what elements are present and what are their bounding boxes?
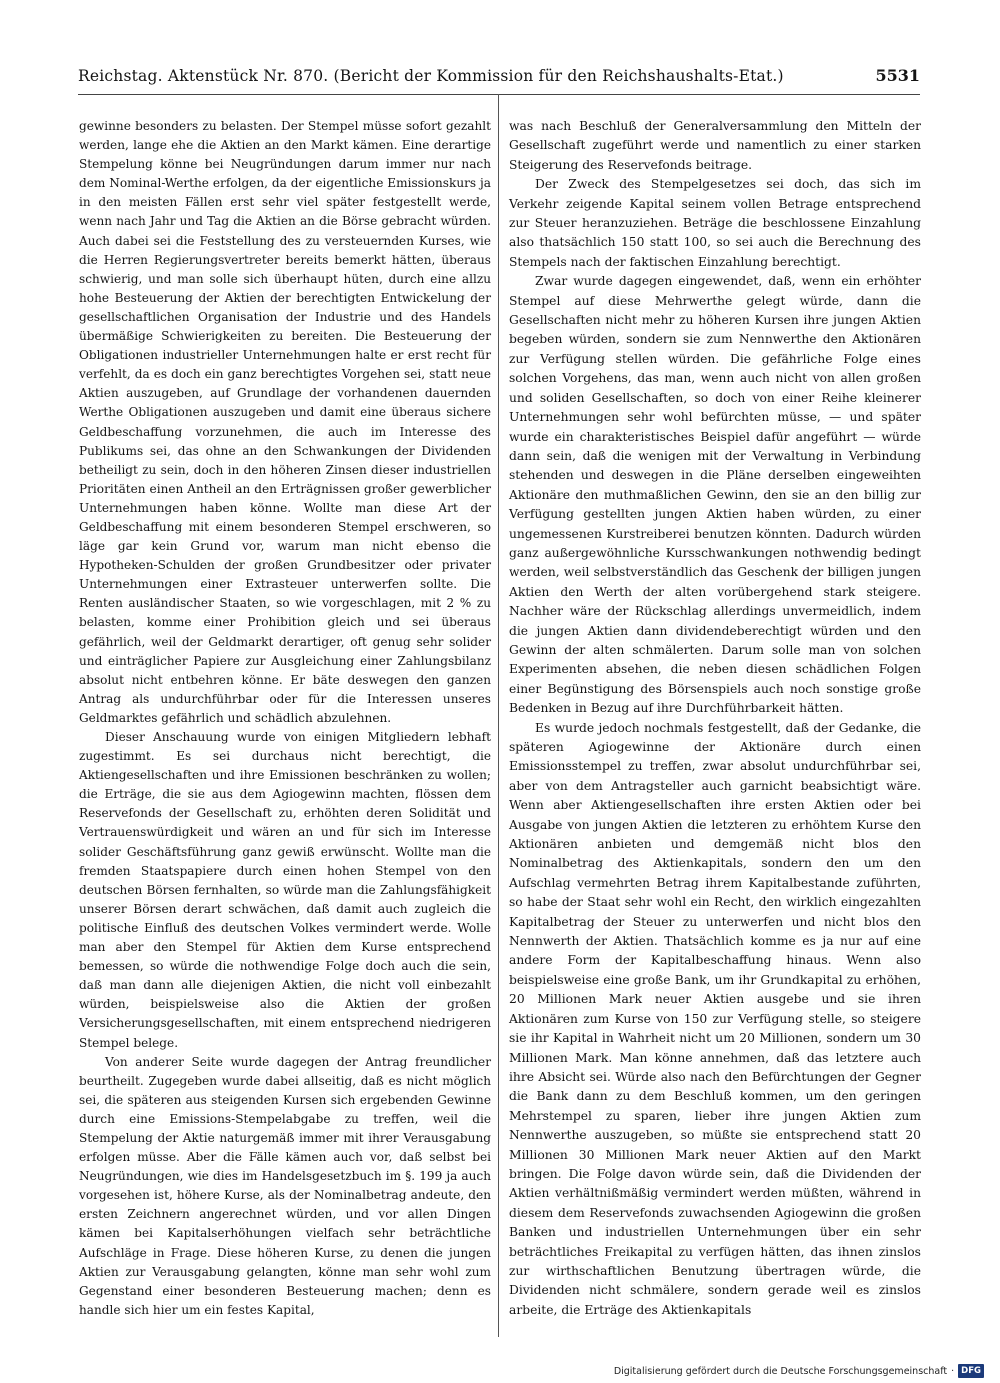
digitization-footer xyxy=(614,1363,984,1379)
page-number: 5531 xyxy=(875,66,920,85)
column-divider xyxy=(498,94,499,1337)
paragraph: Von anderer Seite wurde dagegen der Antrag freundlicher beurtheilt. Zugegeben wurde dabei allseitig, daß es nicht möglich sei, die späteren aus steigenden Kursen sich ergebenden Gewinne durch eine Emissions-Stempelabgabe zu treffen, weil die Stempelung der Aktie naturgemäß immer mit ihrer Verausgabung erfolgen müsse. Aber die Fälle kämen auch vor, daß selbst bei Neugründungen, wie dies im Handelsgesetzbuch im §. 199 ja auch vorgesehen ist, höhere Kurse, als der Nominalbetrag andeute, den ersten Zeichnern angerechnet würden, und vor allen Dingen kämen bei Kapitalserhöhungen vielfach sehr beträchtliche Aufschläge in Frage. Diese höheren Kurse, zu denen die jungen Aktien zur Verausgabung gelangten, könne man sehr wohl zum Gegenstand einer besonderen Besteuerung machen; denn es handle sich hier um ein festes Kapital, xyxy=(79,1054,491,1317)
right-column xyxy=(509,117,921,1320)
paragraph: was nach Beschluß der Generalversammlung den Mitteln der Gesellschaft zugeführt werde und namentlich zu einer starken Steigerung des Reservefonds beitrage. xyxy=(509,119,921,172)
page-header xyxy=(78,62,920,90)
paragraph: Dieser Anschauung wurde von einigen Mitgliedern lebhaft zugestimmt. Es sei durchaus nicht berechtigt, die Aktiengesellschaften und ihre Emissionen beschränken zu wollen; die Erträge, die sie aus dem Agiogewinn machten, flössen dem Reservefonds der Gesellschaft zu, erhöhten deren Solidität und Vertrauenswürdigkeit und wären an und für sich im Interesse solider Geschäftsführung ganz gewiß erwünscht. Wollte man die fremden Staatspapiere durch einen hohen Stempel von den deutschen Börsen fernhalten, so würde man die Zahlungsfähigkeit unserer Börsen derart schwächen, daß damit auch zugleich die politische Einfluß des deutschen Volkes vermindert werde. Wolle man aber den Stempel für Aktien dem Kurse entsprechend bemessen, so würde die nothwendige Folge doch auch die sein, daß man dann alle diejenigen Aktien, die nicht voll einbezahlt würden, beispielsweise also die Aktien der großen Versicherungsgesellschaften, mit einem entsprechend niedrigeren Stempel belege. xyxy=(79,730,491,1050)
paragraph: Es wurde jedoch nochmals festgestellt, daß der Gedanke, die späteren Agiogewinne der Aktionäre durch einen Emissionsstempel zu treffen, zwar absolut undurchführbar sei, aber von dem Antragsteller auch garnicht beabsichtigt wäre. Wenn aber Aktiengesellschaften ihre ersten Aktien oder bei Ausgabe von jungen Aktien die letzteren zu erhöhtem Kurse den Aktionären anbieten und demgemäß nicht blos den Nominalbetrag des Aktienkapitals, sondern den um den Aufschlag vermehrten Betrag ihrem Kapitalbestande zuführten, so habe der Staat sehr wohl ein Recht, den wirklich eingezahlten Kapitalbetrag der Steuer zu unterwerfen und nicht blos den Nennwerth der Aktien. Thatsächlich komme es ja nur auf eine andere Form der Kapitalbeschaffung hinaus. Wenn also beispielsweise eine große Bank, um ihr Grundkapital zu erhöhen, 20 Millionen Mark neuer Aktien ausgebe und sie ihren Aktionären zum Kurse von 150 zur Verfügung stelle, so steigere sie ihr Kapital in Wahrheit nicht um 20 Millionen, sondern um 30 Millionen Mark. Man könne annehmen, daß das letztere auch ihre Absicht sei. Würde also nach den Befürchtungen der Gegner die Bank dann zu dem Beschluß kommen, um den geringen Mehrstempel zu sparen, lieber ihre jungen Aktien zum Nennwerthe auszugeben, so müßte sie entsprechend statt 20 Millionen 30 Millionen Mark neuer Aktien auf den Markt bringen. Die Folge davon würde sein, daß die Dividenden der Aktien verhältnißmäßig vermindert werden müßten, während in diesem dem Reservefonds zuwachsenden Agiogewinn die großen Banken und industriellen Unternehmungen über ein sehr beträchtliches Freikapital zu verfügen hätten, das ihnen zinslos zur wirthschaftlichen Benutzung übertragen würde, die Dividenden nicht schmälere, sondern gerade weil es zinslos arbeite, die Erträge des Aktienkapitals xyxy=(509,720,921,1317)
header-rule xyxy=(78,94,920,95)
paragraph: Zwar wurde dagegen eingewendet, daß, wenn ein erhöhter Stempel auf diese Mehrwerthe gelegt würde, dann die Gesellschaften nicht mehr zu höheren Kursen ihre jungen Aktien begeben würden, sondern sie zum Nennwerthe den Aktionären zur Verfügung stellen würden. Die gefährliche Folge eines solchen Vorgehens, das man, wenn auch nicht von allen großen und soliden Gesellschaften, so doch von einer Reihe kleinerer Unternehmungen sehr wohl befürchten müsse, — und später wurde ein charakteristisches Beispiel dafür angeführt — würde dann sein, daß die wenigen mit der Verwaltung in Verbindung stehenden und deswegen in die Pläne derselben eingeweihten Aktionäre den muthmaßlichen Gewinn, den sie an den billig zur Verfügung gestellten jungen Aktien haben würden, zu einer ungemessenen Kurstreiberei benutzen könnten. Dadurch würden ganz außergewöhnliche Kursschwankungen nothwendig bedingt werden, weil selbstverständlich das Geschenk der billigen jungen Aktien den Werth der alten vorübergehend stark steigere. Nachher wäre der Rückschlag allerdings unvermeidlich, indem die jungen Aktien dann dividendeberechtigt würden und den Gewinn der alten schmälerten. Darum solle man von solchen Experimenten absehen, die neben diesen schädlichen Folgen einer Begünstigung des Börsenspiels auch noch sonstige große Bedenken in Bezug auf ihre Durchführbarkeit hätten. xyxy=(509,274,921,716)
paragraph: gewinne besonders zu belasten. Der Stempel müsse sofort gezahlt werden, lange ehe die Aktien an den Markt kämen. Eine derartige Stempelung könne bei Neugründungen darum immer nur nach dem Nominal-Werthe erfolgen, da der eigentliche Emissionskurs ja in den meisten Fällen erst sehr viel später festgestellt werde, wenn nach Jahr und Tag die Aktien an die Börse gebracht würden. Auch dabei sei die Feststellung des zu versteuernden Kurses, wie die Herren Regierungsvertreter bereits bemerkt hätten, überaus schwierig, und man solle sich überhaupt hüten, durch eine allzu hohe Besteuerung der Aktien der berechtigten Entwickelung der gesellschaftlichen Organisation der Industrie und des Handels übermäßige Schwierigkeiten zu bereiten. Die Besteuerung der Obligationen industrieller Unternehmungen halte er erst recht für verfehlt, da es doch ein ganz berechtigtes Vorgehen sei, statt neue Aktien auszugeben, auf Grundlage der vorhandenen dauernden Werthe Obligationen auszugeben und damit eine überaus sichere Geldbeschaffung vorzunehmen, die auch im Interesse des Publikums sei, das ohne an den Schwankungen der Dividenden betheiligt zu sein, doch in den höheren Zinsen dieser industriellen Prioritäten einen Antheil an den Erträgnissen großer gewerblicher Unternehmungen haben könne. Wollte man diese Art der Geldbeschaffung mit einem besonderen Stempel erschweren, so läge gar kein Grund vor, warum man nicht ebenso die Hypotheken-Schulden der großen Grundbesitzer oder privater Unternehmungen einer Extrasteuer unterwerfen sollte. Die Renten ausländischer Staaten, so wie vorgeschlagen, mit 2 % zu belasten, komme einer Prohibition gleich und sei überaus gefährlich, weil der Geldmarkt derartiger, oft genug sehr solider und einträglicher Papiere zur Ausgleichung einer Zahlungsbilanz absolut nicht entbehren könne. Er bäte deswegen den ganzen Antrag als undurchführbar oder für die Interessen unseres Geldmarktes gefährlich und schädlich abzulehnen. xyxy=(79,119,491,725)
footer-separator: · xyxy=(951,1365,955,1377)
running-title: Reichstag. Aktenstück Nr. 870. (Bericht der Kommission für den Reichshaushalts-Etat.) xyxy=(78,67,784,85)
dfg-logo: DFG xyxy=(958,1364,984,1378)
paragraph: Der Zweck des Stempelgesetzes sei doch, das sich im Verkehr zeigende Kapital seinem vollen Betrage entsprechend zur Steuer heranzuziehen. Beträge die beschlossene Einzahlung also thatsächlich 150 statt 100, so sei auch die Berechnung des Stempels nach der faktischen Einzahlung berechtigt. xyxy=(509,177,921,269)
footer-credit: Digitalisierung gefördert durch die Deutsche Forschungsgemeinschaft xyxy=(613,1365,948,1377)
left-column xyxy=(79,117,491,1320)
